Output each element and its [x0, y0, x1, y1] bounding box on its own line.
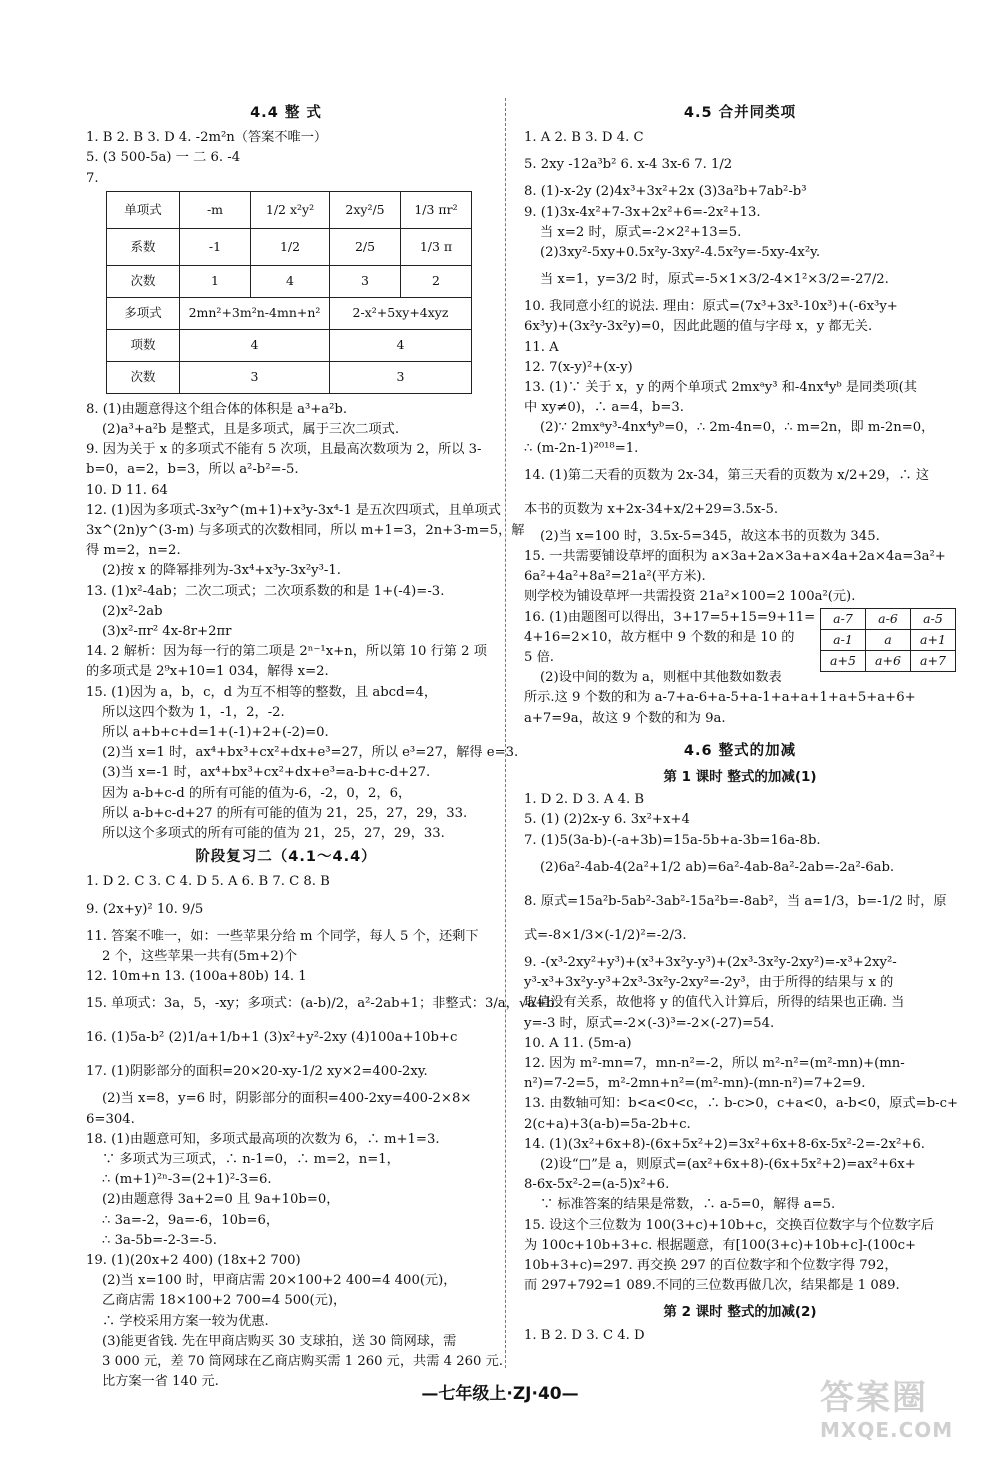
answer-line: (2)设中间的数为 a，则框中其他数如数表: [540, 670, 782, 686]
page-footer: —七年级上·ZJ·40—: [421, 1384, 579, 1404]
section-title-4-4: 4.4 整 式: [250, 105, 322, 121]
answer-line: 14. 2 解析：因为每一行的第二项是 2ⁿ⁻¹x+n，所以第 10 行第 2 项: [86, 644, 487, 660]
answer-line: (3)x²-πr² 4x-8r+2πr: [102, 624, 232, 640]
table-cell: a-6: [866, 608, 911, 629]
table-cell: a+5: [821, 651, 866, 672]
answer-line: 2(c+a)+3(a-b)=5a-2b+c.: [524, 1116, 691, 1132]
answer-line: y=-3 时，原式=-2×(-3)³=-2×(-27)=54.: [524, 1015, 775, 1031]
watermark-text: 答案圈: [820, 1378, 928, 1418]
answer-line: (2)∵ 2mxᵃy³-4nx⁴yᵇ=0，∴ 2m-4n=0，∴ m=2n，即 m-2n=0，: [540, 420, 935, 436]
answer-line: 17. (1)阴影部分的面积=20×20-xy-1/2 xy×2=400-2xy.: [86, 1064, 428, 1080]
number-grid-table: [820, 608, 956, 673]
answer-line: a+7=9a，故这 9 个数的和为 9a.: [524, 710, 726, 726]
answer-line: (2)当 x=100 时，3.5x-5=345，故这本书的页数为 345.: [540, 528, 880, 544]
answer-line: 1. A 2. B 3. D 4. C: [524, 130, 644, 146]
answer-line: 当 x=1，y=3/2 时，原式=-5×1×3/2-4×1²×3/2=-27/2.: [540, 272, 889, 288]
answer-line: 乙商店需 18×100+2 700=4 500(元)，: [102, 1293, 347, 1309]
answer-line: (2)x²-2ab: [102, 603, 163, 619]
answer-line: 15. 单项式：3a，5，-xy；多项式：(a-b)/2，a²-2ab+1；非整式：3/a，√a+b.: [86, 996, 559, 1012]
q16-block: [524, 608, 956, 729]
table-cell: a+7: [911, 651, 956, 672]
table-cell: 1/3 πr²: [401, 191, 472, 228]
answer-line: 取值没有关系，故他将 y 的值代入计算后，所得的结果也正确. 当: [524, 995, 905, 1011]
answer-line: 所示.这 9 个数的和为 a-7+a-6+a-5+a-1+a+a+1+a+5+a+6+: [524, 690, 916, 706]
right-column: [524, 100, 959, 1346]
answer-line: (2)6a²-4ab-4(2a²+1/2 ab)=6a²-4ab-8a²-2ab=-2a²-6ab.: [540, 859, 895, 875]
answer-line: (2)按 x 的降幂排列为-3x⁴+x³y-3x²y³-1.: [102, 563, 341, 579]
answer-line: (3)当 x=-1 时，ax⁴+bx³+cx²+dx+e³=a-b+c-d+27.: [102, 765, 431, 781]
table-cell: 1: [180, 265, 251, 297]
answer-line: 得 m=2，n=2.: [86, 543, 181, 559]
table-cell: 2-x²+5xy+4xyz: [330, 297, 472, 329]
answer-line: 所以这个多项式的所有可能的值为 21，25，27，29，33.: [102, 826, 445, 842]
answer-line: 8. (1)由题意得这个组合体的体积是 a³+a²b.: [86, 401, 348, 417]
answer-line: 所以 a-b+c-d+27 的所有可能的值为 21，25，27，29，33.: [102, 805, 468, 821]
answer-line: 16. (1)由题图可以得出，3+17=5+15=9+11=: [524, 609, 816, 625]
answer-line: 6=304.: [86, 1111, 135, 1127]
answer-line: ∴ 学校采用方案一较为优惠.: [102, 1313, 269, 1329]
answer-line: 所以这四个数为 1，-1，2，-2.: [102, 704, 285, 720]
answer-line: 10b+3+c)=297. 再交换 297 的百位数字和个位数字得 792，: [524, 1257, 898, 1273]
table-cell: a-5: [911, 608, 956, 629]
answer-line: 中 xy≠0)，∴ a=4，b=3.: [524, 400, 684, 416]
table-cell: 4: [180, 329, 330, 361]
answer-line: 11. 答案不唯一，如：一些苹果分给 m 个同学，每人 5 个，还剩下: [86, 928, 479, 944]
answer-line: (2)由题意得 3a+2=0 且 9a+10b=0，: [102, 1192, 340, 1208]
section-title-4-5: 4.5 合并同类项: [683, 105, 797, 121]
table-cell: 次数: [107, 265, 180, 297]
answer-line: ∴ 3a-5b=-2-3=-5.: [102, 1232, 217, 1248]
answer-line: 16. (1)5a-b² (2)1/a+1/b+1 (3)x²+y²-2xy (4)100a+10b+c: [86, 1030, 458, 1046]
answer-line: 13. (1)∵ 关于 x，y 的两个单项式 2mxᵃy³ 和-4nx⁴yᵇ 是同类项(其: [524, 380, 917, 396]
table-cell: 次数: [107, 361, 180, 393]
answer-line: 19. (1)(20x+2 400) (18x+2 700): [86, 1252, 301, 1268]
answer-line: 因为 a-b+c-d 的所有可能的值为-6，-2，0，2，6，: [102, 785, 412, 801]
answer-line: (2)当 x=100 时，甲商店需 20×100+2 400=4 400(元)，: [102, 1273, 457, 1289]
answer-line: 的多项式是 2⁹x+10=1 034，解得 x=2.: [86, 664, 329, 680]
answer-line: 8. (1)-x-2y (2)4x³+3x²+2x (3)3a²b+7ab²-b³: [524, 184, 807, 200]
answer-line: 3 000 元，差 70 筒网球在乙商店购买需 1 260 元，共需 4 260 元.: [102, 1353, 503, 1369]
answer-line: 1. D 2. D 3. A 4. B: [524, 792, 645, 808]
table-cell: 2mn²+3m²n-4mn+n²: [180, 297, 330, 329]
answer-line: 13. (1)x²-4ab；二次二项式；二次项系数的和是 1+(-4)=-3.: [86, 583, 445, 599]
answer-line: 10. D 11. 64: [86, 482, 168, 498]
watermark-logo: [820, 1378, 975, 1448]
answer-line: (2)当 x=1 时，ax⁴+bx³+cx²+dx+e³=27，所以 e³=27，解得 e=3.: [102, 745, 519, 761]
answer-line: 3x^(2n)y^(3-m) 与多项式的次数相同，所以 m+1=3，2n+3-m=5，解: [86, 523, 525, 539]
table-cell: 2xy²/5: [330, 191, 401, 228]
table-cell: 1/3 π: [401, 228, 472, 265]
answer-line: 5. (1) (2)2x-y 6. 3x²+x+4: [524, 812, 690, 828]
answer-table-q7: [106, 191, 472, 394]
answer-line: 14. (1)第二天看的页数为 2x-34，第三天看的页数为 x/2+29，∴ 这: [524, 467, 930, 483]
table-cell: 项数: [107, 329, 180, 361]
answer-line: (2)当 x=8，y=6 时，阴影部分的面积=400-2xy=400-2×8×: [102, 1091, 472, 1107]
answer-line: 13. 由数轴可知：b<a<0<c，∴ b-c>0，c+a<0，a-b<0，原式=b-c+: [524, 1096, 959, 1112]
table-cell: 3: [180, 361, 330, 393]
answer-line: 5 倍.: [524, 650, 554, 666]
answer-line: (3)能更省钱. 先在甲商店购买 30 支球拍，送 30 筒网球，需: [102, 1333, 457, 1349]
table-cell: -1: [180, 228, 251, 265]
table-cell: 3: [330, 361, 472, 393]
answer-line: (2)3xy²-5xy+0.5x²y-3xy²-4.5x²y=-5xy-4x²y.: [540, 245, 821, 261]
table-cell: 1/2 x²y²: [251, 191, 330, 228]
answer-line: 10. 我同意小红的说法. 理由：原式=(7x³+3x³-10x³)+(-6x³y+: [524, 299, 898, 315]
answer-line: 而 297+792=1 089.不同的三位数再做几次，结果都是 1 089.: [524, 1278, 900, 1294]
answer-line: 1. D 2. C 3. C 4. D 5. A 6. B 7. C 8. B: [86, 874, 330, 890]
answer-line: 9. (1)3x-4x²+7-3x+2x²+6=-2x²+13.: [524, 204, 761, 220]
answer-line: 比方案一省 140 元.: [102, 1374, 219, 1390]
table-cell: -m: [180, 191, 251, 228]
answer-line: 8. 原式=15a²b-5ab²-3ab²-15a²b=-8ab²，当 a=1/3，b=-1/2 时，原: [524, 893, 947, 909]
table-cell: a: [866, 629, 911, 650]
answer-line: 则学校为铺设草坪一共需投资 21a²×100=2 100a²(元).: [524, 589, 856, 605]
answer-line: ∵ 多项式为三项式，∴ n-1=0，∴ m=2，n=1，: [102, 1151, 400, 1167]
table-cell: 1/2: [251, 228, 330, 265]
answer-line: 8-6x-5x²-2=(a-5)x²+6.: [524, 1177, 670, 1193]
section-title-4-6: 4.6 整式的加减: [683, 742, 797, 759]
answer-line: y³-x³+3x²y-y³+2x³-3x²y-2xy²=-2y³，由于所得的结果与 x 的: [524, 975, 894, 991]
answer-line: 9. 因为关于 x 的多项式不能有 5 次项，且最高次数项为 2，所以 3-: [86, 442, 482, 458]
table-cell: a+6: [866, 651, 911, 672]
answer-line: 所以 a+b+c+d=1+(-1)+2+(-2)=0.: [102, 725, 329, 741]
answer-line: 为 100c+10b+3+c. 根据题意，有[100(3+c)+10b+c]-(100c+: [524, 1237, 917, 1253]
table-cell: a-7: [821, 608, 866, 629]
lesson-title-1: 第 1 课时 整式的加减(1): [663, 769, 817, 786]
answer-line: 14. (1)(3x²+6x+8)-(6x+5x²+2)=3x²+6x+8-6x-5x²-2=-2x²+6.: [524, 1136, 925, 1152]
table-cell: a+1: [911, 629, 956, 650]
table-cell: 多项式: [107, 297, 180, 329]
lesson-title-2: 第 2 课时 整式的加减(2): [663, 1304, 817, 1321]
answer-line: 9. -(x³-2xy²+y³)+(x³+3x²y-y³)+(2x³-3x²y-2xy²)=-x³+2xy²-: [524, 954, 897, 970]
answer-line: 12. (1)因为多项式-3x²y^(m+1)+x³y-3x⁴-1 是五次四项式，且单项式: [86, 502, 501, 518]
answer-line: 式=-8×1/3×(-1/2)²=-2/3.: [524, 927, 687, 943]
answer-line: 当 x=2 时，原式=-2×2²+13=5.: [540, 224, 742, 240]
table-cell: 2/5: [330, 228, 401, 265]
table-cell: 系数: [107, 228, 180, 265]
answer-line: 9. (2x+y)² 10. 9/5: [86, 901, 204, 917]
answer-line: (2)a³+a²b 是整式，且是多项式，属于三次二项式.: [102, 422, 400, 438]
answer-line: 4+16=2×10，故方框中 9 个数的和是 10 的: [524, 629, 795, 645]
answer-line: 2 个，这些苹果一共有(5m+2)个: [102, 948, 298, 964]
answer-line: 1. B 2. D 3. C 4. D: [524, 1327, 645, 1343]
answer-line: 6x³y)+(3x²y-3x²y)=0，因此此题的值与字母 x，y 都无关.: [524, 319, 873, 335]
table-cell: 4: [330, 329, 472, 361]
table-cell: 单项式: [107, 191, 180, 228]
section-title-review: 阶段复习二（4.1～4.4）: [195, 849, 377, 866]
answer-line: ∴ (m-2n-1)²⁰¹⁸=1.: [524, 440, 639, 456]
answer-line: 18. (1)由题意可知，多项式最高项的次数为 6，∴ m+1=3.: [86, 1131, 440, 1147]
answer-line: 1. B 2. B 3. D 4. -2m²n（答案不唯一）: [86, 130, 328, 146]
answer-line: 7. (1)5(3a-b)-(-a+3b)=15a-5b+a-3b=16a-8b.: [524, 832, 821, 848]
answer-line: ∵ 标准答案的结果是常数，∴ a-5=0，解得 a=5.: [540, 1197, 836, 1213]
answer-line: 6a²+4a²+8a²=21a²(平方米).: [524, 569, 706, 585]
answer-line: 12. 7(x-y)²+(x-y): [524, 359, 633, 375]
answer-line: 11. A: [524, 339, 559, 355]
answer-line: 15. 一共需要铺设草坪的面积为 a×3a+2a×3a+a×4a+2a×4a=3a²+: [524, 549, 946, 565]
table-cell: 3: [330, 265, 401, 297]
watermark-url: MXQE.COM: [820, 1418, 954, 1442]
answer-line: 10. A 11. (5m-a): [524, 1035, 632, 1051]
answer-line: 本书的页数为 x+2x-34+x/2+29=3.5x-5.: [524, 501, 779, 517]
answer-line: 12. 10m+n 13. (100a+80b) 14. 1: [86, 969, 307, 985]
answer-line: 15. (1)因为 a，b，c，d 为互不相等的整数，且 abcd=4，: [86, 684, 438, 700]
answer-line: (2)设“□”是 a，则原式=(ax²+6x+8)-(6x+5x²+2)=ax²+6x+: [540, 1156, 916, 1172]
table-cell: a-1: [821, 629, 866, 650]
answer-line: n²)=7-2=5，m²-2mn+n²=(m²-mn)-(mn-n²)=7+2=9.: [524, 1076, 866, 1092]
answer-line: ∴ 3a=-2，9a=-6，10b=6，: [102, 1212, 280, 1228]
answer-line: b=0，a=2，b=3，所以 a²-b²=-5.: [86, 462, 299, 478]
answer-line: 7.: [86, 170, 99, 186]
answer-line: 5. (3 500-5a) 一 二 6. -4: [86, 150, 241, 166]
answer-line: ∴ (m+1)²ⁿ-3=(2+1)²-3=6.: [102, 1172, 272, 1188]
table-cell: 4: [251, 265, 330, 297]
answer-line: 12. 因为 m²-mn=7，mn-n²=-2，所以 m²-n²=(m²-mn)+(mn-: [524, 1055, 905, 1071]
answer-line: 15. 设这个三位数为 100(3+c)+10b+c，交换百位数字与个位数字后: [524, 1217, 935, 1233]
table-cell: 2: [401, 265, 472, 297]
answer-line: 5. 2xy -12a³b² 6. x-4 3x-6 7. 1/2: [524, 157, 733, 173]
column-divider: [505, 98, 506, 1368]
